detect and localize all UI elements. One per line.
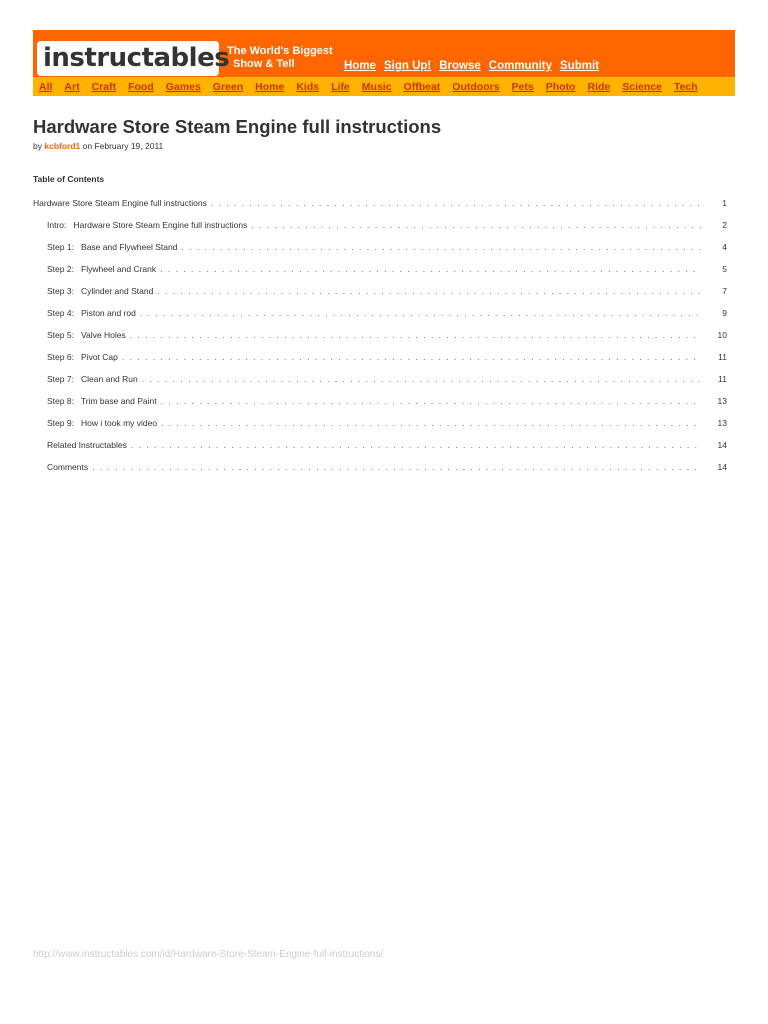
toc-entry-page: 2: [722, 220, 727, 230]
toc-entry[interactable]: [33, 308, 727, 330]
category-link[interactable]: Kids: [296, 80, 320, 93]
toc-entry-label: Step 7: Clean and Run: [47, 374, 138, 384]
toc-entry-page: 4: [722, 242, 727, 252]
category-link[interactable]: Outdoors: [452, 80, 500, 93]
toc-dot-leader: [251, 220, 701, 230]
toc-entry-label: Intro: Hardware Store Steam Engine full instructions: [47, 220, 248, 230]
toc-entry[interactable]: [33, 220, 727, 242]
category-link[interactable]: Pets: [511, 80, 534, 93]
article-title: Hardware Store Steam Engine full instructions: [33, 116, 442, 137]
toc-dot-leader: [157, 286, 701, 296]
toc-entry-label: Step 8: Trim base and Paint: [47, 396, 157, 406]
category-link[interactable]: Green: [212, 80, 244, 93]
category-link[interactable]: All: [39, 80, 53, 93]
site-header: [33, 30, 735, 96]
top-nav-link[interactable]: Community: [488, 60, 553, 72]
byline: [33, 141, 163, 151]
toc-entry-label: Hardware Store Steam Engine full instructions: [33, 198, 207, 208]
toc-entry-page: 10: [717, 330, 727, 340]
logo[interactable]: [37, 41, 230, 76]
toc-entry-page: 1: [722, 198, 727, 208]
byline-by: by: [33, 141, 42, 151]
toc-entry[interactable]: [33, 198, 727, 220]
toc-entry-label: Step 5: Valve Holes: [47, 330, 126, 340]
category-link[interactable]: Ride: [587, 80, 611, 93]
top-nav: [344, 60, 599, 72]
toc-dot-leader: [142, 374, 701, 384]
toc-entry-page: 11: [718, 374, 727, 384]
author-link[interactable]: kcbford1: [44, 141, 81, 151]
toc-entry-label: Step 3: Cylinder and Stand: [47, 286, 154, 296]
top-nav-link[interactable]: Browse: [439, 60, 481, 72]
category-link[interactable]: Food: [128, 80, 154, 93]
tagline-line1: The World's Biggest: [227, 45, 333, 57]
toc-entry[interactable]: [33, 418, 727, 440]
table-of-contents: [33, 198, 727, 484]
category-link[interactable]: Life: [331, 80, 350, 93]
toc-entry[interactable]: [33, 264, 727, 286]
toc-entry[interactable]: [33, 374, 727, 396]
toc-entry-page: 13: [717, 396, 727, 406]
logo-text: instructables: [43, 43, 230, 73]
toc-dot-leader: [181, 242, 701, 252]
toc-dot-leader: [161, 396, 701, 406]
category-bar: [33, 77, 735, 96]
toc-dot-leader: [92, 462, 701, 472]
category-link[interactable]: Offbeat: [403, 80, 441, 93]
toc-entry-page: 14: [717, 440, 727, 450]
tagline-line2: Show & Tell: [233, 58, 295, 70]
tagline: [227, 45, 337, 71]
toc-entry-page: 11: [718, 352, 727, 362]
toc-dot-leader: [160, 264, 701, 274]
top-nav-link[interactable]: Home: [344, 60, 376, 72]
toc-entry[interactable]: [33, 330, 727, 352]
toc-dot-leader: [122, 352, 701, 362]
category-link[interactable]: Tech: [673, 80, 698, 93]
toc-dot-leader: [131, 440, 701, 450]
footer-url[interactable]: http://www.instructables.com/id/Hardware-Store-Steam-Engine-full-instructions/: [33, 949, 384, 960]
toc-entry-page: 13: [717, 418, 727, 428]
toc-entry-label: Step 9: How i took my video: [47, 418, 158, 428]
toc-dot-leader: [211, 198, 701, 208]
category-link[interactable]: Games: [165, 80, 201, 93]
toc-dot-leader: [140, 308, 701, 318]
toc-entry-page: 5: [722, 264, 727, 274]
toc-entry-page: 14: [717, 462, 727, 472]
toc-entry-label: Step 2: Flywheel and Crank: [47, 264, 157, 274]
toc-dot-leader: [130, 330, 701, 340]
top-nav-link[interactable]: Sign Up!: [383, 60, 432, 72]
toc-entry[interactable]: [33, 440, 727, 462]
toc-dot-leader: [161, 418, 701, 428]
toc-entry[interactable]: [33, 352, 727, 374]
top-nav-link[interactable]: Submit: [560, 60, 600, 72]
toc-entry[interactable]: [33, 286, 727, 308]
toc-heading: Table of Contents: [33, 174, 105, 184]
category-link[interactable]: Photo: [545, 80, 576, 93]
byline-date: on February 19, 2011: [82, 141, 164, 151]
toc-entry-label: Step 4: Piston and rod: [47, 308, 136, 318]
toc-entry-page: 9: [722, 308, 727, 318]
toc-entry[interactable]: [33, 396, 727, 418]
toc-entry-label: Related Instructables: [47, 440, 127, 450]
toc-entry[interactable]: [33, 462, 727, 484]
toc-entry-label: Step 6: Pivot Cap: [47, 352, 118, 362]
category-link[interactable]: Craft: [91, 80, 117, 93]
toc-entry-label: Step 1: Base and Flywheel Stand: [47, 242, 178, 252]
toc-entry[interactable]: [33, 242, 727, 264]
category-link[interactable]: Science: [622, 80, 662, 93]
category-link[interactable]: Home: [255, 80, 285, 93]
category-link[interactable]: Art: [64, 80, 80, 93]
category-link[interactable]: Music: [361, 80, 392, 93]
toc-entry-label: Comments: [47, 462, 89, 472]
toc-entry-page: 7: [722, 286, 727, 296]
